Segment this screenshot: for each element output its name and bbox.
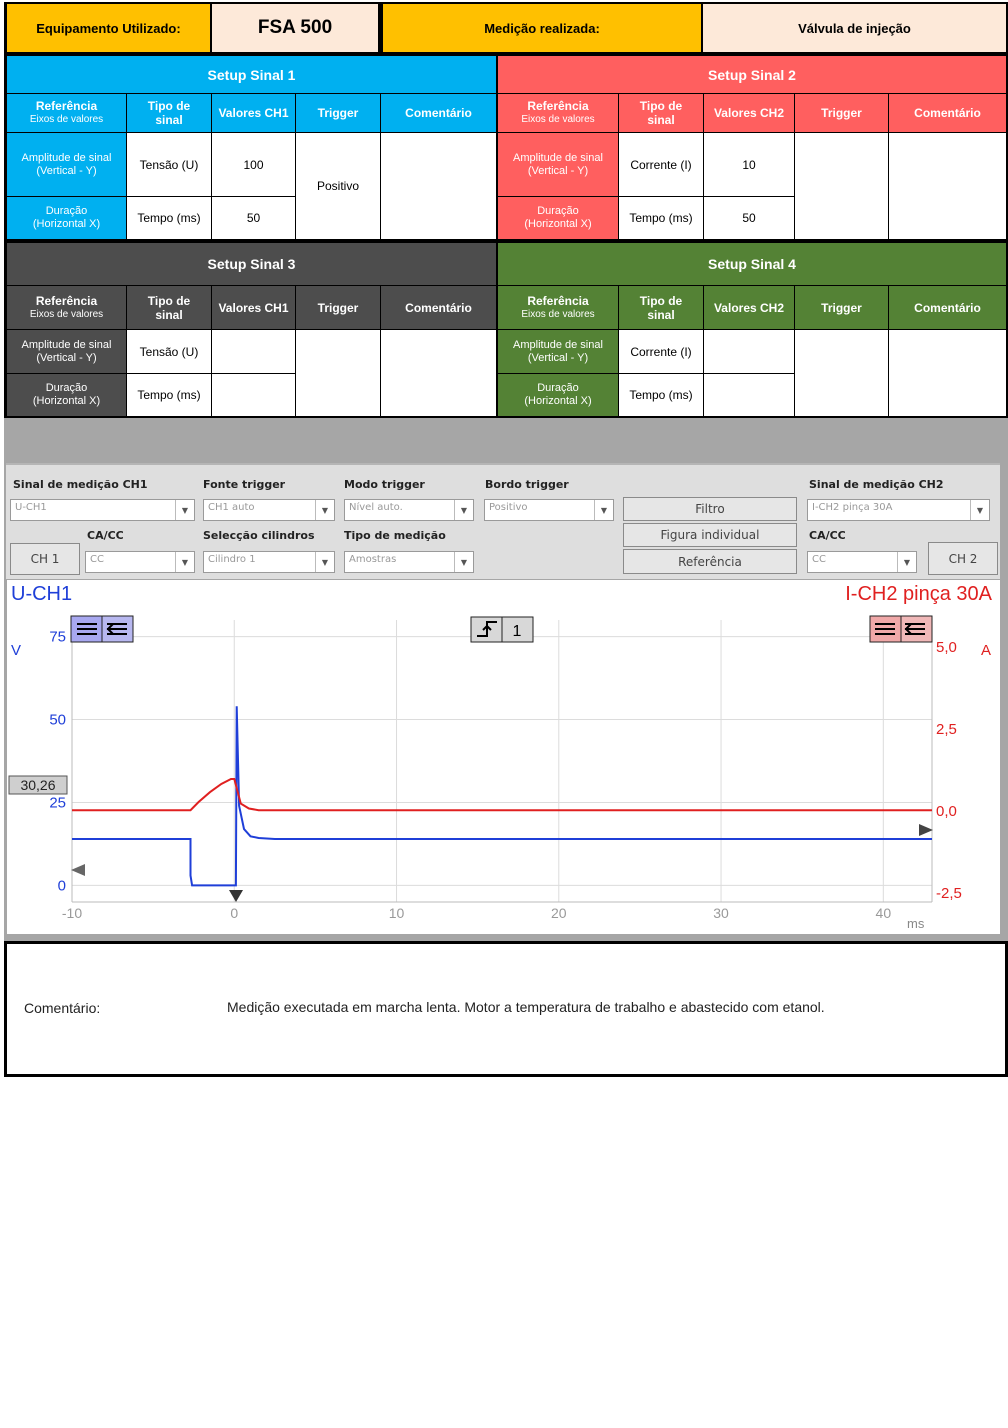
col-tipo: Tipo de sinal [127, 286, 211, 329]
amplitude-valor: 10 [704, 133, 794, 196]
referencia-button[interactable]: Referência [623, 549, 797, 574]
fonte-trigger-label: Fonte trigger [203, 478, 286, 491]
bordo-trigger-value: Positivo [489, 502, 528, 513]
row-duracao: Duração (Horizontal X) [498, 197, 618, 239]
x-tick-label: 40 [875, 905, 892, 921]
col-trigger: Trigger [296, 94, 380, 132]
col-comentario: Comentário [381, 286, 496, 329]
sinal-ch2-label: Sinal de medição CH2 [809, 478, 944, 491]
ch2-button[interactable]: CH 2 [928, 542, 998, 575]
duracao-valor [212, 374, 295, 416]
y-axis-label-right: A [981, 642, 992, 659]
cacc1-label: CA/CC [87, 529, 124, 542]
chevron-down-icon: ▼ [175, 552, 194, 572]
x-tick-label: 10 [388, 905, 405, 921]
col-valores: Valores CH1 [212, 94, 295, 132]
col-ref-sub: Eixos de valores [521, 308, 595, 320]
y-tick-label-left: 75 [49, 628, 66, 646]
sinal-ch1-select[interactable] [10, 499, 195, 521]
y-tick-label-right: -2,5 [936, 885, 962, 903]
col-ref-sub: Eixos de valores [29, 308, 104, 320]
cursor-readout[interactable] [9, 776, 67, 794]
medicao-label: Medição realizada: [383, 4, 701, 52]
selec-cil-select[interactable] [203, 551, 335, 573]
chevron-down-icon: ▼ [315, 552, 334, 572]
col-ref-label: Referência [35, 99, 98, 113]
chevron-down-icon: ▼ [454, 552, 473, 572]
chevron-down-icon: ▼ [175, 500, 194, 520]
ch2-scale-icon[interactable] [870, 616, 932, 642]
equip-value: FSA 500 [212, 4, 378, 52]
chevron-down-icon: ▼ [454, 500, 473, 520]
amplitude-tipo: Tensão (U) [127, 133, 211, 196]
x-axis-label: ms [907, 916, 925, 931]
y-axis-label-left: V [11, 642, 22, 659]
comentario-value [889, 330, 1006, 416]
series-line-u-ch1 [72, 706, 932, 885]
sinal-ch1-value: U-CH1 [15, 502, 47, 513]
comentario-value [889, 133, 1006, 239]
row-amplitude: Amplitude de sinal (Vertical - Y) [498, 330, 618, 373]
col-valores: Valores CH2 [704, 286, 794, 329]
x-tick-label: 20 [551, 905, 567, 921]
amplitude-valor: 100 [212, 133, 295, 196]
col-referencia [7, 94, 126, 132]
comment-label: Comentário: [24, 1000, 101, 1016]
row-duracao: Duração (Horizontal X) [7, 374, 126, 416]
y-tick-label-left: 25 [49, 794, 66, 812]
ch1-scale-icon[interactable] [71, 616, 133, 642]
selec-cil-value: Cilindro 1 [208, 554, 256, 565]
modo-trigger-value: Nível auto. [349, 502, 403, 513]
row-duracao: Duração (Horizontal X) [498, 374, 618, 416]
tipo-med-value: Amostras [349, 554, 397, 565]
chart-title-left: U-CH1 [11, 583, 73, 605]
amplitude-tipo: Corrente (I) [619, 330, 703, 373]
x-tick-label: 30 [713, 905, 729, 921]
y-tick-label-left: 50 [49, 711, 66, 729]
chart-title-right: I-CH2 pinça 30A [845, 583, 992, 605]
amplitude-valor [212, 330, 295, 373]
amplitude-tipo: Tensão (U) [127, 330, 211, 373]
chevron-down-icon: ▼ [897, 552, 916, 572]
trigger-value [795, 133, 888, 239]
setup-title: Setup Sinal 2 [498, 56, 1006, 93]
col-comentario: Comentário [381, 94, 496, 132]
col-valores: Valores CH1 [212, 286, 295, 329]
y-tick-label-right: 2,5 [936, 721, 957, 739]
duracao-valor: 50 [704, 197, 794, 239]
trigger-edge-icon[interactable] [471, 617, 533, 642]
setup-title: Setup Sinal 3 [7, 243, 496, 285]
ch1-button[interactable]: CH 1 [10, 543, 80, 575]
duracao-valor: 50 [212, 197, 295, 239]
ground-marker-icon[interactable] [71, 864, 85, 876]
trigger-position-marker-icon[interactable] [229, 890, 243, 902]
x-tick-label: 0 [230, 905, 239, 921]
equip-label: Equipamento Utilizado: [7, 4, 210, 52]
duracao-valor [704, 374, 794, 416]
cacc2-label: CA/CC [809, 529, 846, 542]
duracao-tipo: Tempo (ms) [127, 374, 211, 416]
col-ref-sub: Eixos de valores [29, 114, 104, 125]
fonte-trigger-select[interactable] [203, 499, 335, 521]
col-valores: Valores CH2 [704, 94, 794, 132]
duracao-tipo: Tempo (ms) [619, 374, 703, 416]
oscilloscope-chart [7, 580, 1000, 934]
sinal-ch1-label: Sinal de medição CH1 [13, 478, 148, 491]
duracao-tipo: Tempo (ms) [619, 197, 703, 239]
selec-cil-label: Selecção cilindros [203, 529, 315, 542]
setup-title: Setup Sinal 1 [7, 56, 496, 93]
col-comentario: Comentário [889, 286, 1006, 329]
comment-text: Medição executada em marcha lenta. Motor a temperatura de trabalho e abastecido com etanol. [227, 999, 825, 1015]
tipo-med-label: Tipo de medição [344, 529, 446, 542]
row-amplitude: Amplitude de sinal (Vertical - Y) [7, 330, 126, 373]
fonte-trigger-value: CH1 auto [208, 502, 255, 513]
col-trigger: Trigger [296, 286, 380, 329]
bordo-trigger-select[interactable] [484, 499, 614, 521]
modo-trigger-select[interactable] [344, 499, 474, 521]
col-trigger: Trigger [795, 94, 888, 132]
chevron-down-icon: ▼ [315, 500, 334, 520]
x-tick-label: -10 [61, 905, 83, 921]
y-tick-label-left: 0 [57, 877, 66, 895]
tipo-med-select[interactable] [344, 551, 474, 573]
cacc2-value: CC [812, 554, 826, 565]
trigger-value [795, 330, 888, 416]
modo-trigger-label: Modo trigger [344, 478, 425, 491]
col-referencia [498, 94, 618, 132]
sinal-ch2-value: I-CH2 pinça 30A [812, 502, 893, 513]
bordo-trigger-label: Bordo trigger [485, 478, 569, 491]
medicao-value: Válvula de injeção [703, 4, 1006, 52]
cursor-readout-value: 30,26 [20, 777, 56, 793]
trigger-value: Positivo [296, 133, 380, 239]
trigger-value [296, 330, 380, 416]
col-referencia [498, 286, 618, 329]
duracao-tipo: Tempo (ms) [127, 197, 211, 239]
row-duracao: Duração (Horizontal X) [7, 197, 126, 239]
sinal-ch2-select[interactable] [807, 499, 990, 521]
cacc1-select[interactable] [85, 551, 195, 573]
ch2-ground-marker-icon[interactable] [919, 824, 933, 836]
y-tick-label-right: 0,0 [936, 803, 957, 821]
col-tipo: Tipo de sinal [619, 286, 703, 329]
series-line-i-ch2-pin-a-30a [72, 779, 932, 810]
setup-title: Setup Sinal 4 [498, 243, 1006, 285]
col-tipo: Tipo de sinal [619, 94, 703, 132]
filtro-button[interactable]: Filtro [623, 497, 797, 521]
row-amplitude: Amplitude de sinal (Vertical - Y) [7, 133, 126, 196]
col-ref-label: Referência [35, 293, 98, 308]
row-amplitude: Amplitude de sinal (Vertical - Y) [498, 133, 618, 196]
amplitude-tipo: Corrente (I) [619, 133, 703, 196]
chevron-down-icon: ▼ [594, 500, 613, 520]
trigger-channel-number: 1 [512, 623, 522, 640]
col-referencia [7, 286, 126, 329]
col-tipo: Tipo de sinal [127, 94, 211, 132]
col-comentario: Comentário [889, 94, 1006, 132]
chevron-down-icon: ▼ [970, 500, 989, 520]
y-tick-label-right: 5,0 [936, 639, 957, 657]
figura-individual-button[interactable]: Figura individual [623, 523, 797, 547]
cacc2-select[interactable] [807, 551, 917, 573]
col-ref-label: Referência [527, 99, 589, 113]
comentario-value [381, 133, 496, 239]
comentario-value [381, 330, 496, 416]
cacc1-value: CC [90, 554, 104, 565]
amplitude-valor [704, 330, 794, 373]
col-trigger: Trigger [795, 286, 888, 329]
col-ref-sub: Eixos de valores [521, 114, 595, 125]
col-ref-label: Referência [527, 293, 589, 308]
